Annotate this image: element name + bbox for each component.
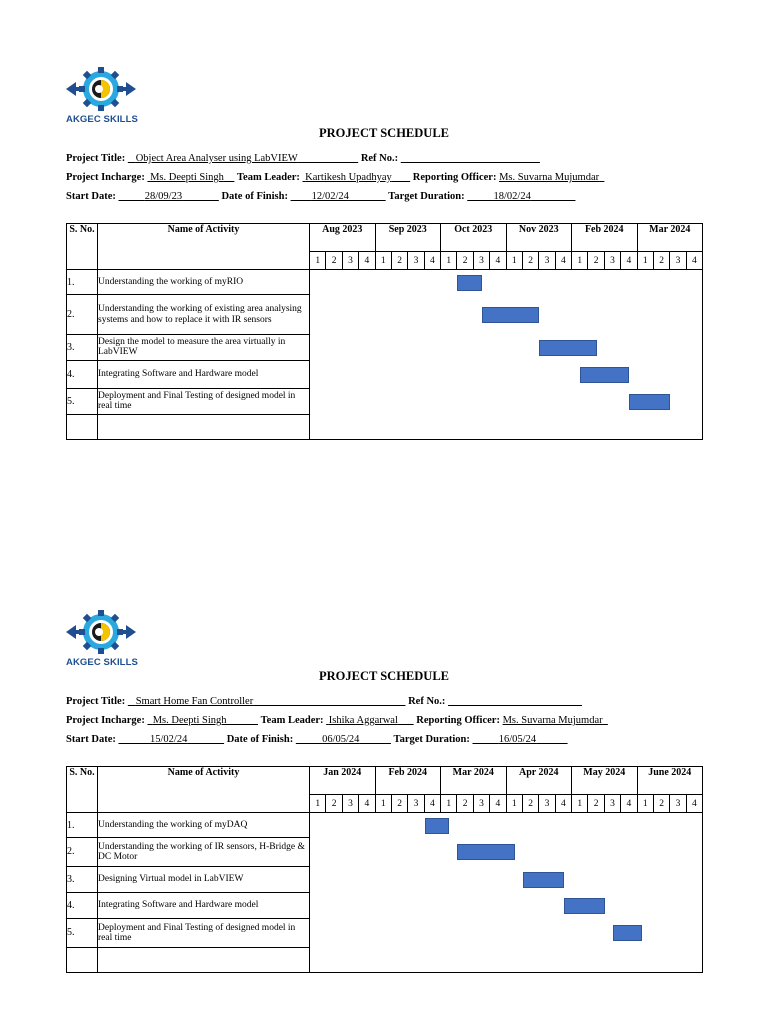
gantt-bar: [457, 844, 514, 860]
week-number: 1: [441, 252, 457, 270]
month-header: Mar 2024: [637, 224, 703, 252]
week-number: 1: [375, 795, 391, 813]
month-header: Apr 2024: [506, 767, 572, 795]
week-number: 2: [326, 795, 342, 813]
row-activity: Design the model to measure the area virtually in LabVIEW: [98, 335, 310, 360]
row-sno: 5.: [67, 919, 98, 947]
week-number: 2: [653, 252, 669, 270]
week-number: 4: [555, 795, 571, 813]
week-number: 4: [490, 795, 506, 813]
week-number: 1: [572, 795, 588, 813]
activity-header: Name of Activity: [98, 224, 310, 270]
incharge-row: [66, 172, 604, 183]
week-number: 1: [441, 795, 457, 813]
project-title-row: [66, 696, 582, 707]
row-sno: 1.: [67, 270, 98, 295]
month-header: Sep 2023: [375, 224, 441, 252]
row-activity: Integrating Software and Hardware model: [98, 360, 310, 388]
row-sno: [67, 414, 98, 439]
week-number: 4: [490, 252, 506, 270]
row-sno: 3.: [67, 866, 98, 892]
row-sno: 4.: [67, 360, 98, 388]
row-activity: Integrating Software and Hardware model: [98, 892, 310, 918]
row-activity: Understanding the working of IR sensors, H-Bridge & DC Motor: [98, 838, 310, 866]
gantt-bar: [457, 275, 482, 291]
incharge-value: Ms. Deepti Singh: [150, 172, 224, 183]
week-number: 4: [359, 252, 375, 270]
month-header: Jan 2024: [310, 767, 376, 795]
start-value: 28/09/23: [144, 191, 183, 202]
ref-label: Ref No.:: [360, 153, 399, 164]
logo-text: AKGEC SKILLS: [66, 114, 138, 125]
officer-label: Reporting Officer:: [412, 172, 497, 183]
incharge-label: Project Incharge:: [66, 715, 145, 726]
row-sno: 5.: [67, 388, 98, 414]
duration-value: 16/05/24: [498, 734, 537, 745]
officer-label: Reporting Officer:: [416, 715, 500, 726]
leader-value: Kartikesh Upadhyay: [305, 172, 392, 183]
week-number: 2: [653, 795, 669, 813]
logo-text: AKGEC SKILLS: [66, 657, 138, 668]
start-label: Start Date:: [66, 191, 116, 202]
schedule-table: [66, 223, 703, 440]
week-number: 1: [310, 795, 326, 813]
week-number: 4: [424, 252, 440, 270]
week-number: 2: [588, 795, 604, 813]
week-number: 1: [506, 252, 522, 270]
duration-label: Target Duration:: [388, 191, 465, 202]
finish-label: Date of Finish:: [221, 191, 288, 202]
week-number: 3: [408, 252, 424, 270]
gantt-bar: [629, 394, 670, 410]
officer-value: Ms. Suvarna Mujumdar: [502, 715, 603, 726]
month-header: Feb 2024: [375, 767, 441, 795]
week-number: 3: [539, 252, 555, 270]
activity-header: Name of Activity: [98, 767, 310, 813]
week-number: 1: [375, 252, 391, 270]
ref-value: [448, 696, 582, 707]
leader-label: Team Leader:: [237, 172, 300, 183]
gantt-bar: [613, 925, 642, 941]
week-number: 2: [391, 252, 407, 270]
week-number: 4: [686, 252, 702, 270]
week-number: 3: [473, 252, 489, 270]
row-activity: Deployment and Final Testing of designed model in real time: [98, 388, 310, 414]
week-number: 3: [604, 252, 620, 270]
row-activity: Deployment and Final Testing of designed model in real time: [98, 919, 310, 947]
row-sno: [67, 947, 98, 972]
week-number: 1: [310, 252, 326, 270]
week-number: 4: [424, 795, 440, 813]
dates-row: [66, 734, 568, 745]
week-number: 2: [522, 795, 538, 813]
dates-row: [66, 191, 575, 202]
row-activity: [98, 947, 310, 972]
week-number: 3: [604, 795, 620, 813]
incharge-value: Ms. Deepti Singh: [152, 715, 227, 726]
week-number: 4: [555, 252, 571, 270]
start-label: Start Date:: [66, 734, 116, 745]
sno-header: S. No.: [67, 224, 98, 270]
page-title: PROJECT SCHEDULE: [318, 669, 449, 683]
week-number: 3: [670, 795, 686, 813]
week-number: 2: [326, 252, 342, 270]
page-title: PROJECT SCHEDULE: [318, 126, 449, 140]
week-number: 4: [621, 795, 637, 813]
week-number: 4: [621, 252, 637, 270]
akgec-logo: [64, 64, 140, 125]
row-sno: 2.: [67, 838, 98, 866]
row-sno: 1.: [67, 813, 98, 838]
incharge-label: Project Incharge:: [66, 172, 145, 183]
week-number: 3: [539, 795, 555, 813]
gear-logo-icon: [64, 607, 138, 657]
row-activity: Understanding the working of myRIO: [98, 270, 310, 295]
week-number: 3: [670, 252, 686, 270]
row-sno: 3.: [67, 335, 98, 360]
month-header: Aug 2023: [310, 224, 376, 252]
duration-value: 18/02/24: [493, 191, 531, 202]
ref-value: [401, 153, 540, 164]
week-number: 2: [457, 252, 473, 270]
gantt-bar: [523, 872, 564, 888]
month-header: Feb 2024: [572, 224, 638, 252]
ref-label: Ref No.:: [408, 696, 446, 707]
akgec-logo: [64, 607, 140, 668]
project-title-value: Object Area Analyser using LabVIEW: [135, 153, 298, 164]
gantt-bar: [482, 307, 539, 323]
week-number: 2: [457, 795, 473, 813]
week-number: 1: [637, 795, 653, 813]
gantt-bar: [539, 340, 596, 356]
gantt-bar: [425, 818, 450, 834]
month-header: June 2024: [637, 767, 703, 795]
finish-value: 06/05/24: [322, 734, 360, 745]
gantt-bar: [564, 898, 605, 914]
month-header: Mar 2024: [441, 767, 507, 795]
week-number: 1: [506, 795, 522, 813]
row-activity: Understanding the working of myDAQ: [98, 813, 310, 838]
officer-value: Ms. Suvarna Mujumdar: [499, 172, 600, 183]
project-title-value: Smart Home Fan Controller: [135, 696, 254, 707]
row-sno: 4.: [67, 892, 98, 918]
week-number: 2: [522, 252, 538, 270]
row-sno: 2.: [67, 295, 98, 335]
week-number: 3: [342, 795, 358, 813]
month-header: Nov 2023: [506, 224, 572, 252]
start-value: 15/02/24: [149, 734, 188, 745]
row-activity: Designing Virtual model in LabVIEW: [98, 866, 310, 892]
project-title-label: Project Title:: [66, 153, 126, 164]
gear-logo-icon: [64, 64, 138, 114]
table-row: [67, 813, 703, 838]
gantt-area: [310, 813, 703, 973]
sno-header: S. No.: [67, 767, 98, 813]
week-number: 2: [391, 795, 407, 813]
leader-value: Ishika Aggarwal: [328, 715, 398, 726]
week-number: 4: [686, 795, 702, 813]
week-number: 4: [359, 795, 375, 813]
week-number: 3: [342, 252, 358, 270]
finish-value: 12/02/24: [311, 191, 349, 202]
gantt-bar: [580, 367, 629, 383]
project-title-label: Project Title:: [66, 696, 126, 707]
week-number: 1: [637, 252, 653, 270]
schedule-table: [66, 766, 703, 973]
table-row: [67, 270, 703, 295]
incharge-row: [66, 715, 608, 726]
finish-label: Date of Finish:: [226, 734, 294, 745]
week-number: 1: [572, 252, 588, 270]
gantt-area: [310, 270, 703, 440]
month-header: May 2024: [572, 767, 638, 795]
leader-label: Team Leader:: [260, 715, 324, 726]
week-number: 2: [588, 252, 604, 270]
row-activity: [98, 414, 310, 439]
month-header: Oct 2023: [441, 224, 507, 252]
project-title-row: [66, 153, 540, 164]
row-activity: Understanding the working of existing area analysing systems and how to replace it with IR sensors: [98, 295, 310, 335]
duration-label: Target Duration:: [393, 734, 470, 745]
week-number: 3: [473, 795, 489, 813]
week-number: 3: [408, 795, 424, 813]
